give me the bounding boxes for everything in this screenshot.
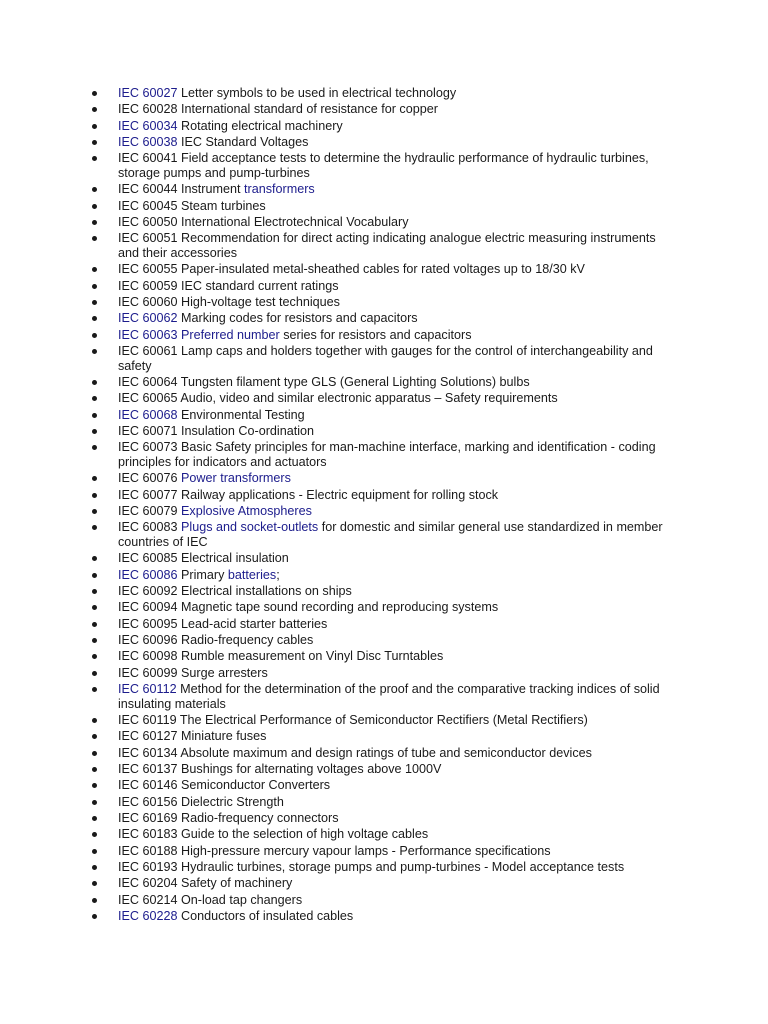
item-text: IEC 60134 Absolute maximum and design ratings of tube and semiconductor devices <box>118 745 592 760</box>
list-item <box>0 844 768 859</box>
bullet-icon <box>92 476 97 481</box>
bullet-icon <box>92 605 97 610</box>
item-text: for domestic and similar general use standardized in member countries of IEC <box>118 520 663 549</box>
list-item <box>0 795 768 810</box>
standard-link[interactable]: IEC 60027 <box>118 86 178 100</box>
standard-link[interactable]: Plugs and socket-outlets <box>181 520 319 535</box>
item-text: IEC 60127 Miniature fuses <box>118 729 267 744</box>
item-text: IEC 60214 On-load tap changers <box>118 892 303 907</box>
standard-link[interactable]: IEC 60068 <box>118 407 178 422</box>
list-item <box>0 440 768 469</box>
bullet-icon <box>92 687 97 692</box>
item-text: IEC 60146 Semiconductor Converters <box>118 778 331 793</box>
bullet-icon <box>92 380 97 385</box>
item-text: IEC 60204 Safety of machinery <box>118 876 293 891</box>
bullet-icon <box>92 832 97 837</box>
item-text: IEC 60064 Tungsten filament type GLS (General Lighting Solutions) bulbs <box>118 374 530 389</box>
item-text: IEC 60188 High-pressure mercury vapour lamps - Performance specifications <box>118 843 551 858</box>
list-item <box>0 135 768 150</box>
item-text: IEC 60065 Audio, video and similar electronic apparatus – Safety requirements <box>118 391 558 406</box>
bullet-icon <box>92 267 97 272</box>
list-item <box>0 827 768 842</box>
item-text: IEC 60094 Magnetic tape sound recording and reproducing systems <box>118 600 499 615</box>
bullet-icon <box>92 622 97 627</box>
standard-link[interactable]: IEC 60063 <box>118 327 178 342</box>
list-item <box>0 199 768 214</box>
bullet-icon <box>92 638 97 643</box>
standard-link[interactable]: IEC 60086 <box>118 567 178 582</box>
standard-link[interactable]: IEC 60062 <box>118 311 178 326</box>
item-text: IEC 60050 International Electrotechnical Vocabulary <box>118 215 409 229</box>
standard-link[interactable]: transformers <box>244 182 315 197</box>
list-item <box>0 520 768 549</box>
bullet-icon <box>92 556 97 561</box>
item-text: IEC 60028 International standard of resistance for copper <box>118 102 438 117</box>
list-item <box>0 682 768 711</box>
standard-link[interactable]: IEC 60228 <box>118 909 178 924</box>
bullet-icon <box>92 671 97 676</box>
bullet-icon <box>92 881 97 886</box>
bullet-icon <box>92 284 97 289</box>
item-text: Conductors of insulated cables <box>177 909 354 924</box>
list-item <box>0 729 768 744</box>
list-item <box>0 649 768 664</box>
bullet-icon <box>92 300 97 305</box>
item-text: IEC 60051 Recommendation for direct acting indicating analogue electric measuring instruments and their accessories <box>118 231 656 260</box>
list-item <box>0 811 768 826</box>
standard-link[interactable]: IEC 60112 <box>118 681 177 696</box>
item-text: IEC 60085 Electrical insulation <box>118 551 289 566</box>
bullet-icon <box>92 124 97 129</box>
list-item <box>0 893 768 908</box>
standard-link[interactable]: batteries <box>227 567 277 582</box>
list-item <box>0 666 768 681</box>
item-text: series for resistors and capacitors <box>279 327 472 342</box>
iec-standards-list <box>0 86 768 924</box>
list-item <box>0 876 768 891</box>
item-text: Rotating electrical machinery <box>177 118 343 133</box>
list-item <box>0 551 768 566</box>
item-text: IEC 60098 Rumble measurement on Vinyl Disc Turntables <box>118 649 444 664</box>
item-text: IEC 60071 Insulation Co-ordination <box>118 423 315 438</box>
list-item <box>0 344 768 373</box>
item-text: Method for the determination of the proof and the comparative tracking indices of solid insulating materials <box>118 681 660 711</box>
bullet-icon <box>92 187 97 192</box>
item-text: IEC 60095 Lead-acid starter batteries <box>118 616 328 631</box>
list-item <box>0 778 768 793</box>
list-item <box>0 279 768 294</box>
bullet-icon <box>92 493 97 498</box>
item-text: IEC 60059 IEC standard current ratings <box>118 278 339 293</box>
list-item <box>0 568 768 583</box>
list-item <box>0 600 768 615</box>
list-item <box>0 617 768 632</box>
bullet-icon <box>92 333 97 338</box>
bullet-icon <box>92 654 97 659</box>
list-item <box>0 391 768 406</box>
standard-link[interactable]: IEC 60038 <box>118 135 178 150</box>
item-text: IEC 60045 Steam turbines <box>118 198 266 213</box>
bullet-icon <box>92 734 97 739</box>
item-text: IEC 60096 Radio-frequency cables <box>118 632 314 647</box>
item-text: IEC 60077 Railway applications - Electric equipment for rolling stock <box>118 487 499 502</box>
item-text: IEC 60061 Lamp caps and holders together with gauges for the control of interchangeability and safety <box>118 344 653 373</box>
bullet-icon <box>92 509 97 514</box>
standard-link[interactable]: Explosive Atmospheres <box>181 503 312 518</box>
bullet-icon <box>92 865 97 870</box>
list-item <box>0 860 768 875</box>
bullet-icon <box>92 316 97 321</box>
list-item <box>0 182 768 197</box>
list-item <box>0 375 768 390</box>
list-item <box>0 584 768 599</box>
item-text: Letter symbols to be used in electrical technology <box>177 86 457 100</box>
list-item <box>0 408 768 423</box>
list-item <box>0 119 768 134</box>
list-item <box>0 909 768 924</box>
item-text: IEC 60079 <box>118 503 182 518</box>
item-text: IEC 60169 Radio-frequency connectors <box>118 810 339 825</box>
list-item <box>0 311 768 326</box>
bullet-icon <box>92 107 97 112</box>
bullet-icon <box>92 525 97 530</box>
bullet-icon <box>92 429 97 434</box>
standard-link[interactable]: Power transformers <box>181 471 291 486</box>
item-text: IEC 60055 Paper-insulated metal-sheathed cables for rated voltages up to 18/30 kV <box>118 262 585 277</box>
item-text: Primary <box>177 567 228 582</box>
list-item <box>0 102 768 117</box>
list-item <box>0 262 768 277</box>
bullet-icon <box>92 236 97 241</box>
list-item <box>0 151 768 180</box>
list-item <box>0 713 768 728</box>
item-text: IEC 60156 Dielectric Strength <box>118 794 284 809</box>
bullet-icon <box>92 140 97 145</box>
item-text: IEC Standard Voltages <box>177 135 309 150</box>
item-text: ; <box>276 567 280 582</box>
bullet-icon <box>92 816 97 821</box>
item-text: IEC 60083 <box>118 520 182 535</box>
bullet-icon <box>92 204 97 209</box>
item-text: Environmental Testing <box>177 407 305 422</box>
item-text: IEC 60092 Electrical installations on ships <box>118 583 352 598</box>
bullet-icon <box>92 767 97 772</box>
bullet-icon <box>92 849 97 854</box>
document-page <box>0 86 768 925</box>
item-text: IEC 60137 Bushings for alternating voltages above 1000V <box>118 761 442 776</box>
item-text: Marking codes for resistors and capacitors <box>177 311 418 326</box>
bullet-icon <box>92 718 97 723</box>
item-text: IEC 60060 High-voltage test techniques <box>118 294 340 309</box>
item-text: IEC 60099 Surge arresters <box>118 665 268 680</box>
list-item <box>0 86 768 101</box>
bullet-icon <box>92 413 97 418</box>
list-item <box>0 471 768 486</box>
bullet-icon <box>92 914 97 919</box>
list-item <box>0 295 768 310</box>
bullet-icon <box>92 220 97 225</box>
standard-link[interactable]: IEC 60034 <box>118 118 178 133</box>
standard-link[interactable]: Preferred number <box>181 327 280 342</box>
list-item <box>0 215 768 230</box>
item-text: IEC 60044 Instrument <box>118 182 245 197</box>
list-item <box>0 633 768 648</box>
bullet-icon <box>92 396 97 401</box>
item-text: IEC 60041 Field acceptance tests to determine the hydraulic performance of hydraulic turbines, storage pumps and pump-turbines <box>118 151 649 180</box>
bullet-icon <box>92 783 97 788</box>
list-item <box>0 231 768 260</box>
bullet-icon <box>92 573 97 578</box>
list-item <box>0 328 768 343</box>
list-item <box>0 746 768 761</box>
item-text: IEC 60183 Guide to the selection of high voltage cables <box>118 827 429 842</box>
list-item <box>0 762 768 777</box>
item-text: IEC 60076 <box>118 471 182 486</box>
bullet-icon <box>92 156 97 161</box>
bullet-icon <box>92 91 97 96</box>
list-item <box>0 488 768 503</box>
bullet-icon <box>92 751 97 756</box>
bullet-icon <box>92 589 97 594</box>
bullet-icon <box>92 445 97 450</box>
bullet-icon <box>92 898 97 903</box>
list-item <box>0 504 768 519</box>
bullet-icon <box>92 349 97 354</box>
item-text: IEC 60119 The Electrical Performance of Semiconductor Rectifiers (Metal Rectifiers) <box>118 712 588 727</box>
bullet-icon <box>92 800 97 805</box>
list-item <box>0 424 768 439</box>
item-text: IEC 60193 Hydraulic turbines, storage pumps and pump-turbines - Model acceptance tests <box>118 860 625 874</box>
item-text: IEC 60073 Basic Safety principles for man-machine interface, marking and identification - coding principles for indicators and actuators <box>118 440 656 469</box>
